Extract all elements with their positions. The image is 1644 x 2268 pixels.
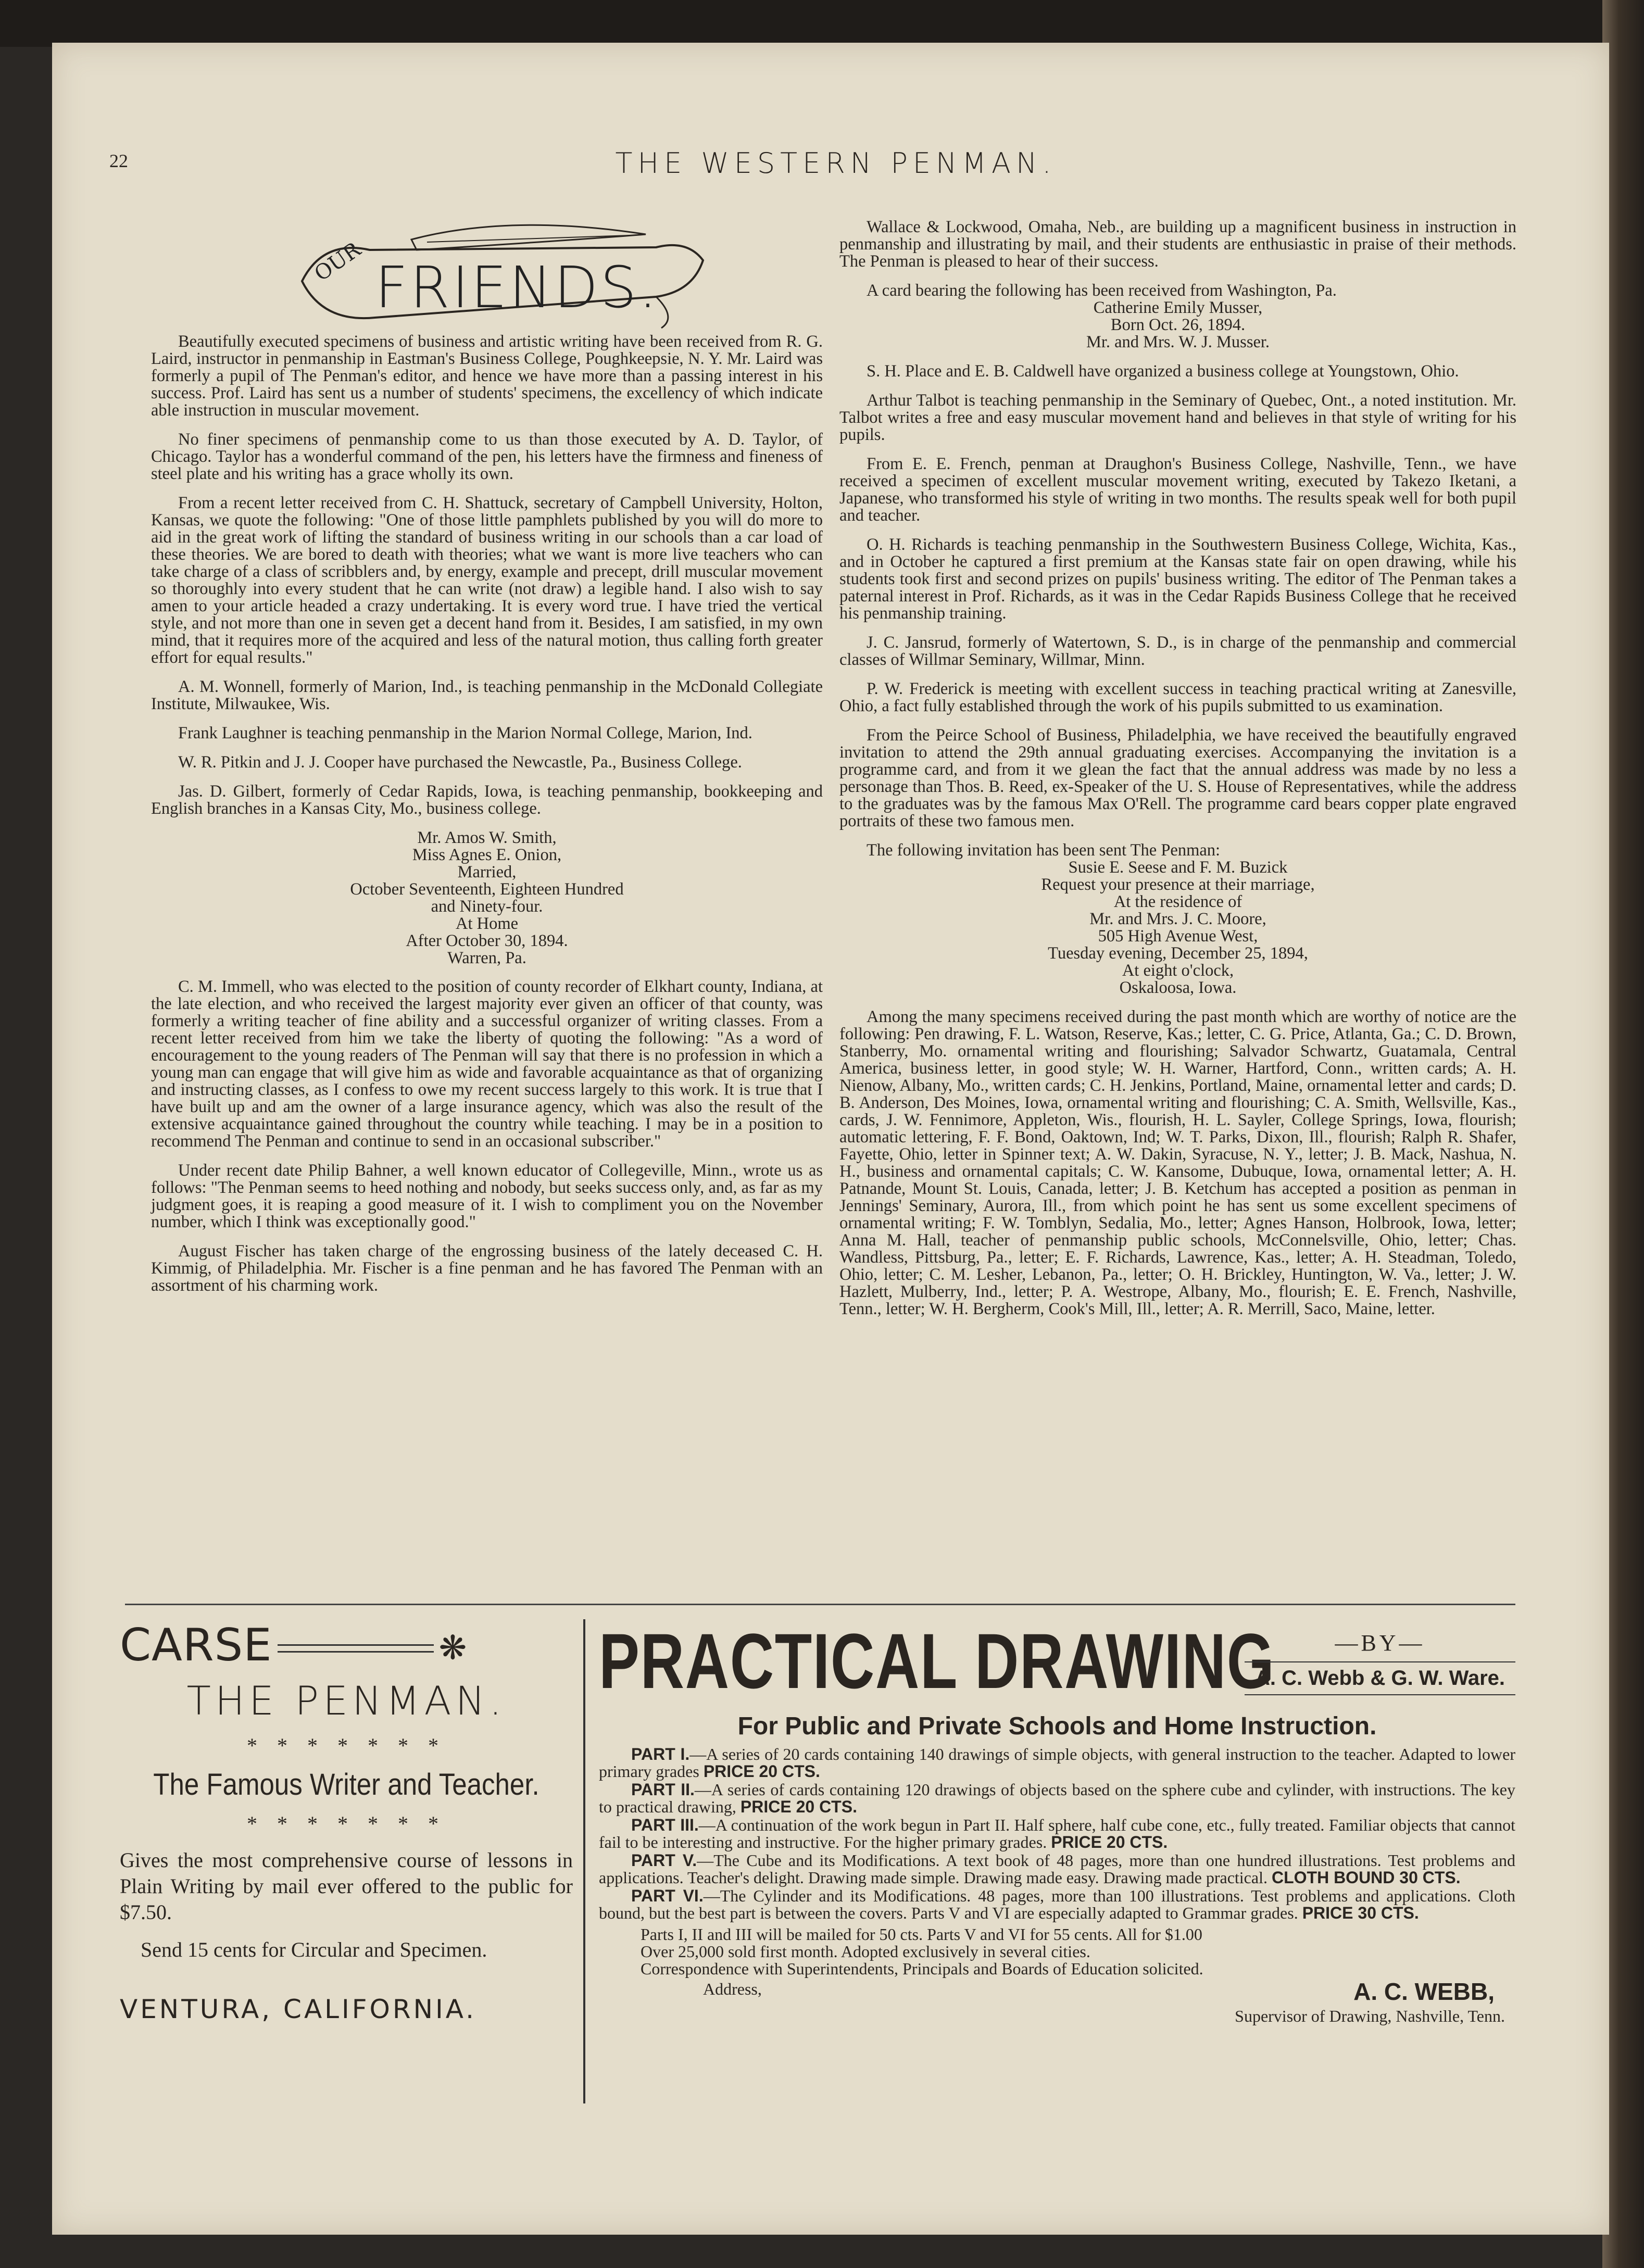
announcement-line: October Seventeenth, Eighteen Hundred [350,880,624,899]
right-column [839,219,1516,1330]
address-label: Address, [703,1980,762,1998]
paragraph: No finer specimens of penmanship come to us than those executed by A. D. Taylor, of Chicago. Taylor has a wonderful command of the pen, his letters have the firmness and fineness of steel plate and his writing has a grace wholly its own. [151,430,823,483]
paragraph: C. M. Immell, who was elected to the position of county recorder of Elkhart county, Indiana, at the late election, and who received the largest majority ever given an officer of that county, was formerly a writing teacher of fine ability and a successful organizer of writing classes. From a recent letter received from him we take the liberty of quoting the following: "As a word of encouragement to the young readers of The Penman will say that there is no profession in which a young man can engage that will give him as wide and favorable acquaintance as that of organizing and instructing classes, as I confess to owe my recent success largely to this work. It is true that I have built up and am the owner of a large insurance agency, which was also the result of the extensive acquaintance gained throughout the country while teaching. I may be in a position to recommend The Penman and continue to send in an occasional subscriber." [151,977,823,1151]
list-item [599,1817,1515,1851]
ad-footer [641,1926,1515,1977]
announcement-line: Mr. and Mrs. W. J. Musser. [1086,333,1270,351]
paragraph: W. R. Pitkin and J. J. Cooper have purchased the Newcastle, Pa., Business College. [178,753,742,772]
carse-tagline: The Famous Writer and Teacher. [153,1768,539,1801]
announcement-line: Catherine Emily Musser, [1093,298,1263,317]
carse-location: VENTURA, CALIFORNIA. [120,1994,476,2024]
announcement-line: At eight o'clock, [1122,961,1234,980]
paragraph: O. H. Richards is teaching penmanship in the Southwestern Business College, Wichita, Kas., and in October he captured a first premium at the Kansas state fair on open drawing, while his students took first and second prizes on pupils' business writing. The editor of The Penman takes a paternal interest in Prof. Richards, as it was in the Cedar Rapids Business College that he received his penmanship training. [839,535,1516,623]
list-item [599,1887,1515,1922]
paragraph: Wallace & Lockwood, Omaha, Neb., are building up a magnificent business in instruction in penmanship and illustrating by mail, and their students are enthusiastic in praise of their methods. The Penman is pleased to hear of their success. [839,218,1516,271]
ad-byline [1245,1630,1515,1695]
paragraph: From E. E. French, penman at Draughon's Business College, Nashville, Tenn., we have received a specimen of excellent muscular movement writing, executed by Takezo Iketani, a Japanese, who transformed his style of writing in two months. The results speak well for both pupil and teacher. [839,455,1516,525]
part-price: PRICE 20 CTS. [740,1797,857,1816]
part-label: PART VI. [631,1886,704,1905]
paragraph: Jas. D. Gilbert, formerly of Cedar Rapids, Iowa, is teaching penmanship, bookkeeping and English branches in a Kansas City, Mo., business college. [151,782,823,818]
by-label: —BY— [1335,1630,1425,1656]
announcement-line: Request your presence at their marriage, [1041,875,1315,894]
binding-shadow [0,0,1644,47]
carse-name: CARSE [120,1619,272,1671]
announcement-line: Tuesday evening, December 25, 1894, [1048,944,1308,963]
list-item [599,1781,1515,1816]
birth-announcement [839,299,1516,351]
list-item [599,1852,1515,1886]
announcement-line: After October 30, 1894. [406,931,568,950]
paragraph: A card bearing the following has been received from Washington, Pa. [867,281,1337,300]
wedding-announcement [151,829,823,967]
signature-title: Supervisor of Drawing, Nashville, Tenn. [1235,2007,1505,2025]
flower-ornament-icon: ❋ [438,1629,468,1668]
footer-line: Parts I, II and III will be mailed for 50 cts. Parts V and VI for 55 cents. All for $1.00 [641,1925,1202,1944]
announcement-line: Susie E. Seese and F. M. Buzick [1068,858,1288,877]
carse-advertisement [120,1619,573,2024]
paragraph: A. M. Wonnell, formerly of Marion, Ind., is teaching penmanship in the McDonald Collegiate Institute, Milwaukee, Wis. [151,677,823,713]
announcement-line: 505 High Avenue West, [1098,927,1258,946]
star-divider: * * * * * * * [247,1734,446,1757]
announcement-line: At Home [455,914,519,933]
announcement-line: Warren, Pa. [447,949,526,967]
announcement-line: Oskaloosa, Iowa. [1119,978,1237,997]
ad-signature-block [599,1977,1515,2040]
announcement-line: Married, [457,863,517,881]
part-price: PRICE 30 CTS. [1302,1904,1419,1922]
practical-drawing-advertisement [599,1619,1515,2040]
announcement-line: Miss Agnes E. Onion, [412,846,562,864]
part-text: —A continuation of the work begun in Part II. Half sphere, half cube cone, etc., fully treated. Familiar objects that cannot fail to be interesting and instructive. For the higher primary grades. [599,1816,1516,1851]
paragraph: Arthur Talbot is teaching penmanship in the Seminary of Quebec, Ont., a noted institution. Mr. Talbot writes a free and easy muscular movement hand and believes in that style of writing for his pupils. [839,391,1516,444]
part-label: PART II. [631,1780,695,1799]
announcement-line: Born Oct. 26, 1894. [1110,316,1246,334]
part-price: CLOTH BOUND 30 CTS. [1271,1868,1461,1887]
carse-subtitle: THE PENMAN. [186,1678,506,1724]
paragraph: From the Peirce School of Business, Philadelphia, we have received the beautifully engraved invitation to attend the 29th annual graduating exercises. Accompanying the invitation is a programme card, and from it we glean the fact that the annual address was made by no less a personage than Thos. B. Reed, ex-Speaker of the U. S. House of Representatives, while the address to the graduates was by the famous Max O'Rell. The programme card bears copper plate engraved portraits of these two famous men. [839,726,1516,830]
parts-list [599,1746,1515,1922]
paragraph: Among the many specimens received during the past month which are worthy of notice are the following: Pen drawing, F. L. Watson, Reserve, Kas.; letter, C. G. Price, Atlanta, Ga.; C. D. Brown, Stanberry, Mo. ornamental writing and flourishing; Salvador Schwartz, Guatamala, Central America, business letter, in good style; W. H. Warner, Hartford, Conn., written cards; A. H. Nienow, Albany, Mo., written cards; C. H. Jenkins, Portland, Maine, ornamental letter and cards; D. B. Anderson, Des Moines, Iowa, ornamental writing and flourishing; C. A. Smith, Wellsville, Kas., cards, J. W. Fennimore, Appleton, Wis., flourish, H. L. Sayler, College Springs, Iowa, flourish; automatic lettering, F. F. Bond, Oaktown, Ind; W. T. Parks, Dixon, Ill., flourish; Ralph R. Shafer, Fayette, Ohio, letter in Spinner text; A. W. Dakin, Syracuse, N. Y., letter; J. B. Mack, Nashua, N. H., business and ornamental capitals; C. W. Kansome, Dubuque, Iowa, ornamental letter; A. H. Patnande, Mount St. Louis, Canada, letter; J. B. Ketchum has accepted a position as penman in Jennings' Seminary, Aurora, Ill., from which point he has sent us some excellent specimens of ornamental writing; F. W. Tomblyn, Sedalia, Mo., letter; Agnes Hanson, Holbrook, Iowa, letter; Anna M. Hall, teacher of penmanship public schools, McConnelsville, Ohio, letter; Chas. Wandless, Pittsburg, Pa., letter; E. F. Richards, Lawrence, Kas., letter; A. H. Steadman, Toledo, Ohio, letter; C. M. Lesher, Lebanon, Pa., letter; O. H. Brickley, Huntington, W. Va., letter; J. W. Hazlett, Mulberry, Ind., letter; P. A. Westrope, Albany, Mo., flourish; E. E. French, Nashville, Tenn., letter; W. H. Bergherm, Cook's Mill, Ill., letter; A. R. Merrill, Saco, Maine, letter. [839,1007,1516,1318]
friends-our: OUR [310,237,366,286]
paragraph: The following invitation has been sent The Penman: [867,841,1221,860]
paragraph: P. W. Frederick is meeting with excellent success in teaching practical writing at Zanesville, Ohio, a fact fully established through the work of his pupils submitted to us examination. [839,679,1516,715]
ad-title: PRACTICAL DRAWING [599,1617,1275,1705]
paragraph: S. H. Place and E. B. Caldwell have organized a business college at Youngstown, Ohio. [867,362,1459,381]
part-price: PRICE 20 CTS. [703,1762,820,1781]
marriage-invitation [839,859,1516,997]
carse-circular: Send 15 cents for Circular and Specimen. [141,1938,487,1961]
friends-title: FRIENDS. [375,254,659,321]
paragraph: August Fischer has taken charge of the engrossing business of the lately deceased C. H. Kimmig, of Philadelphia. Mr. Fischer is a fine penman and he has favored The Penman with an assortment of his charming work. [151,1242,823,1295]
column-divider [583,1619,585,2103]
footer-line: Over 25,000 sold first month. Adopted exclusively in several cities. [641,1942,1090,1961]
part-price: PRICE 20 CTS. [1051,1833,1168,1851]
part-text: —The Cube and its Modifications. A text book of 48 pages, more than one hundred illustrations. Test problems and applications. Teacher's delight. Drawing made simple. Drawing made easy. Drawing made practical. [599,1851,1516,1887]
authors: A. C. Webb & G. W. Ware. [1245,1661,1515,1695]
footer-line: Correspondence with Superintendents, Principals and Boards of Education solicited. [641,1959,1203,1978]
running-head: THE WESTERN PENMAN. [615,147,1057,180]
list-item [599,1746,1515,1780]
announcement-line: and Ninety-four. [431,897,543,916]
carse-heading [120,1619,573,1671]
ad-subtitle: For Public and Private Schools and Home Instruction. [737,1712,1377,1740]
page-number: 22 [109,150,128,171]
signature-name: A. C. WEBB, [1353,1978,1495,2005]
star-divider: * * * * * * * [247,1812,446,1835]
part-text: —A series of cards containing 120 drawings of objects based on the sphere cube and cylinder, with instructions. The key to practical drawing, [599,1780,1516,1816]
ornamental-rule [278,1644,434,1653]
part-label: PART V. [631,1851,697,1870]
section-divider [125,1604,1515,1605]
part-label: PART I. [631,1745,690,1763]
carse-body: Gives the most comprehensive course of lessons in Plain Writing by mail ever offered to the public for $7.50. [120,1848,573,1924]
part-text: —The Cylinder and its Modifications. 48 pages, more than 100 illustrations. Test problems and applications. Cloth bound, but the best part is between the covers. Parts V and VI are especially adapted to Grammar grades. [599,1886,1516,1922]
friends-header [292,219,708,331]
left-column [151,333,823,1306]
announcement-line: Mr. and Mrs. J. C. Moore, [1089,910,1266,928]
paragraph: Under recent date Philip Bahner, a well known educator of Collegeville, Minn., wrote us as follows: "The Penman seems to heed nothing and nobody, but seeks success only, and, as far as my judgment goes, it is reaping a good measure of it. I wish to compliment you on the November number, which I think was exceptionally good." [151,1161,823,1231]
part-label: PART III. [631,1816,699,1834]
paragraph: Beautifully executed specimens of business and artistic writing have been received from R. G. Laird, instructor in penmanship in Eastman's Business College, Poughkeepsie, N. Y. Mr. Laird was formerly a pupil of The Penman's editor, and hence we have more than a passing interest in his success. Prof. Laird has sent us a number of students' specimens, the excellency of which indicate able instruction in muscular movement. [151,332,823,420]
part-text: —A series of 20 cards containing 140 drawings of simple objects, with general instruction to the teacher. Adapted to lower primary grades [599,1745,1516,1781]
paragraph: From a recent letter received from C. H. Shattuck, secretary of Campbell University, Holton, Kansas, we quote the following: "One of those little pamphlets published by you will do more to aid in the great work of lifting the standard of business writing in our schools than a car load of these theories. We are bored to death with theories; what we want is more live teachers who can take charge of a class of scribblers and, by energy, example and precept, drill muscular movement so thoroughly into every student that he can write (not draw) a legible hand. I also wish to say amen to your article headed a crazy undertaking. It is every word true. I have tried the vertical style, and not more than one in seven get a decent hand from it. Besides, I am satisfied, in my own mind, that it requires more of the acquired and less of the natural motion, thus calling forth greater effort for equal results." [151,494,823,667]
announcement-line: At the residence of [1113,892,1243,911]
paragraph: Frank Laughner is teaching penmanship in the Marion Normal College, Marion, Ind. [178,724,752,742]
announcement-line: Mr. Amos W. Smith, [417,828,557,847]
paragraph: J. C. Jansrud, formerly of Watertown, S. D., is in charge of the penmanship and commercial classes of Willmar Seminary, Willmar, Minn. [839,633,1516,669]
